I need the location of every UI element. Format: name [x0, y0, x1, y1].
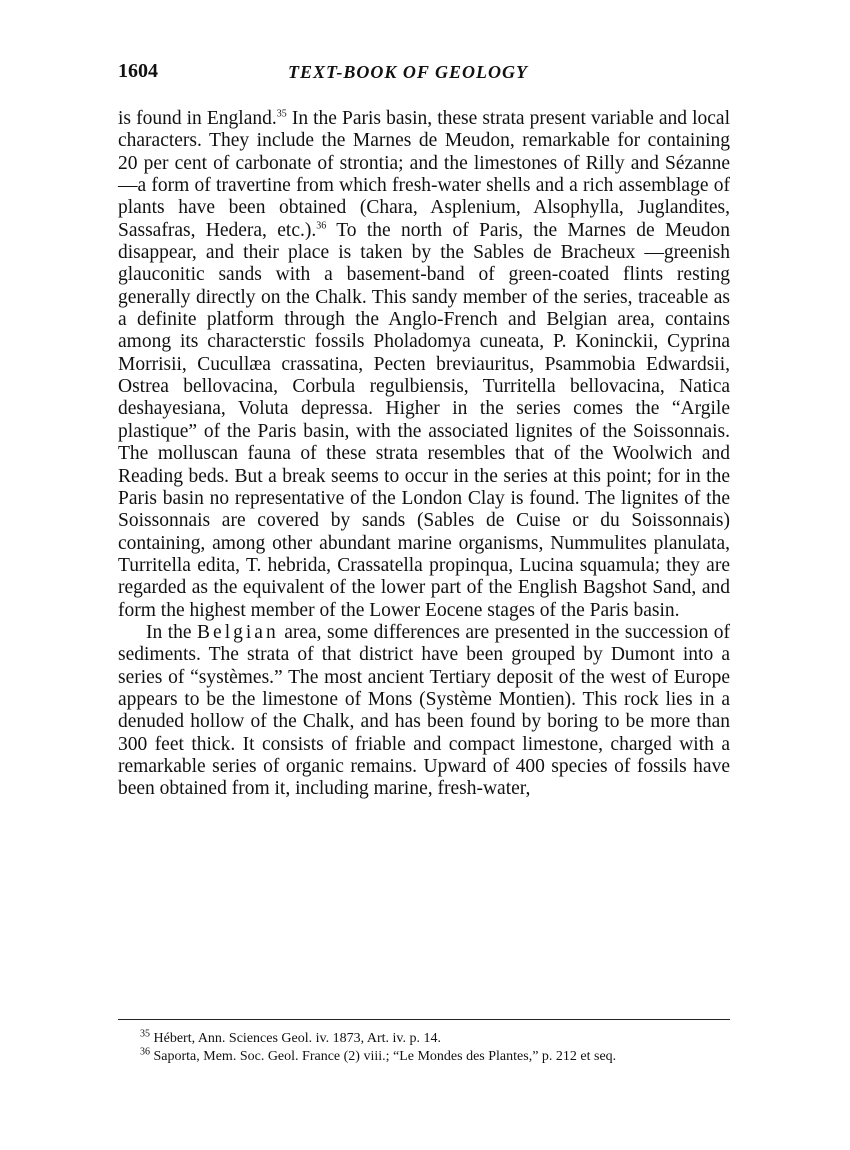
footnote-number-36: 36: [140, 1046, 150, 1058]
footnote-ref-36: 36: [316, 220, 327, 232]
footnote-ref-35: 35: [276, 108, 287, 120]
footnote-divider: [118, 1019, 730, 1020]
footnote-36: [118, 1048, 730, 1066]
running-title: TEXT-BOOK OF GEOLOGY: [288, 62, 529, 82]
paragraph-1-text-b: In the Paris basin, these strata present variable and local characters. They include the Marnes de Meudon, remarkable for containing 20 per cent of carbonate of strontia; and the limestones of Rilly and Sézanne—a form of travertine from which fresh-water shells and a rich assemblage of plants have been obtained (Chara, Asplenium, Alsophylla, Juglandites, Sassafras, Hedera, etc.).: [118, 108, 730, 241]
footnote-35: [118, 1030, 730, 1048]
main-text: [118, 108, 730, 801]
paragraph-2-text-a: In the: [146, 621, 198, 643]
paragraph-2: [118, 622, 730, 801]
paragraph-1: [118, 108, 730, 622]
paragraph-1-text-c: To the north of Paris, the Marnes de Meudon disappear, and their place is taken by the Sables de Bracheux —greenish glauconitic sands with a basement-band of green-coated flints resting generally directly on the Chalk. This sandy member of the series, traceable as a definite platform through the Anglo-French and Belgian area, contains among its characterstic fossils Pholadomya cuneata, P. Koninckii, Cyprina Morrisii, Cucullæa crassatina, Pecten breviauritus, Psammobia Edwardsii, Ostrea bellovacina, Corbula regulbiensis, Turritella bellovacina, Natica deshayesiana, Voluta depressa. Higher in the series comes the “Argile plastique” of the Paris basin, with the associated lignites of the Soissonnais. The molluscan fauna of these strata resembles that of the Woolwich and Reading beds. But a break seems to occur in the series at this point; for in the Paris basin no representative of the London Clay is found. The lignites of the Soissonnais are covered by sands (Sables de Cuise or du Soissonnais) containing, among other abundant marine organisms, Nummulites planulata, Turritella edita, T. hebrida, Crassatella propinqua, Lucina squamula; they are regarded as the equivalent of the lower part of the English Bagshot Sand, and form the highest member of the Lower Eocene stages of the Paris basin.: [118, 219, 730, 621]
footnote-number-35: 35: [140, 1028, 150, 1040]
paragraph-2-text-b: area, some differences are presented in the succession of sediments. The strata of that district have been grouped by Dumont into a series of “systèmes.” The most ancient Tertiary deposit of the west of Europe appears to be the limestone of Mons (Système Montien). This rock lies in a denuded hollow of the Chalk, and has been found by boring to be more than 300 feet thick. It consists of friable and compact limestone, charged with a remarkable series of organic remains. Upward of 400 species of fossils have been obtained from it, including marine, fresh-water,: [118, 621, 730, 800]
footnote-36-text: Saporta, Mem. Soc. Geol. France (2) viii.; “Le Mondes des Plantes,” p. 212 et seq.: [150, 1049, 617, 1064]
footnotes: [118, 1030, 730, 1066]
footnote-35-text: Hébert, Ann. Sciences Geol. iv. 1873, Art. iv. p. 14.: [150, 1031, 441, 1046]
spaced-word-belgian: Belgian: [197, 621, 279, 643]
page-number: 1604: [118, 60, 158, 82]
paragraph-1-text-a: is found in England.: [118, 108, 277, 129]
page-header: [118, 60, 730, 88]
